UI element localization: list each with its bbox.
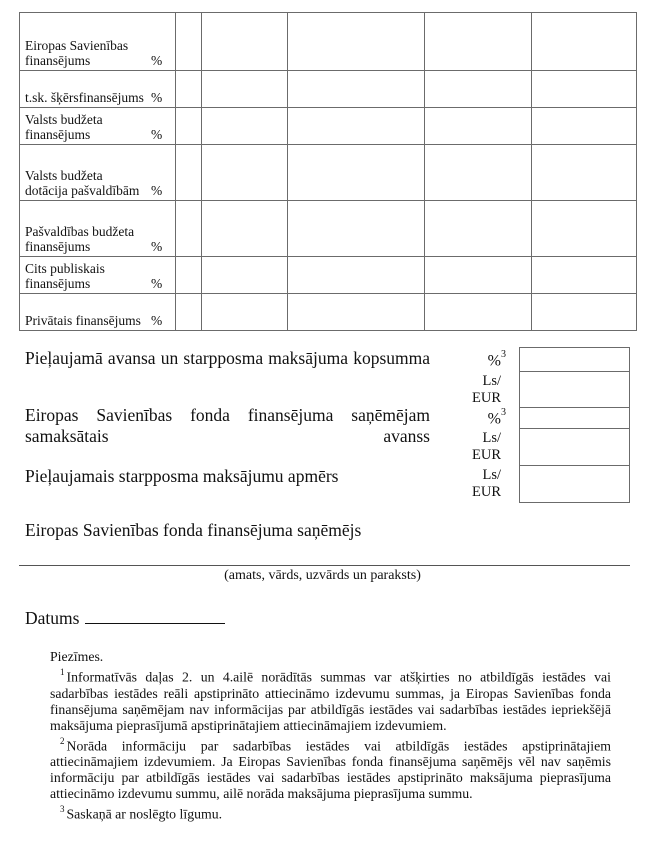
row-label: Cits publiskais finansējums	[20, 257, 149, 294]
value-cell[interactable]	[288, 13, 425, 71]
advance-total-percent-field[interactable]	[519, 347, 630, 372]
advance-paid-unit-percent: %$^3$	[487, 407, 506, 428]
value-cell[interactable]	[532, 201, 637, 257]
value-cell[interactable]	[425, 108, 532, 145]
value-cell[interactable]	[176, 71, 202, 108]
value-cell[interactable]	[176, 13, 202, 71]
value-cell[interactable]	[532, 145, 637, 201]
value-cell[interactable]	[202, 13, 288, 71]
note-2: $^2$ Norāda informāciju par sadarbības iestādes vai atbildīgās iestādes apstiprinātajiem attiecināmajiem izdevumiem. Ja Eiropas Savienības fonda finansējuma saņēmējs vēl nav saņēmis informāciju par atbildīgās iestādes vai sadarbības iestādes apstiprināto maksājuma pieprasījuma attiecināmo izdevumu summu, ailē norāda maksājuma pieprasījuma summu.	[50, 735, 611, 802]
value-cell[interactable]	[176, 108, 202, 145]
row-label: Pašvaldības budžeta finansējums	[20, 201, 149, 257]
value-cell[interactable]	[425, 294, 532, 331]
recipient-label: Eiropas Savienības fonda finansējuma saņēmējs	[25, 520, 362, 540]
value-cell[interactable]	[532, 257, 637, 294]
value-cell[interactable]	[202, 145, 288, 201]
row-unit: %	[148, 71, 176, 108]
table-row	[20, 108, 637, 145]
value-cell[interactable]	[288, 294, 425, 331]
value-cell[interactable]	[425, 257, 532, 294]
value-cell[interactable]	[288, 257, 425, 294]
financing-table	[19, 12, 637, 331]
interim-payment-amount-field[interactable]	[519, 465, 630, 503]
value-cell[interactable]	[288, 71, 425, 108]
advance-total-unit-percent: %$^3$	[487, 349, 506, 370]
row-label: Valsts budžeta dotācija pašvaldībām	[20, 145, 149, 201]
advance-total-label: Pieļaujamā avansa un starpposma maksājuma kopsumma	[25, 348, 430, 368]
value-cell[interactable]	[288, 145, 425, 201]
value-cell[interactable]	[425, 201, 532, 257]
value-cell[interactable]	[288, 108, 425, 145]
row-unit: %	[148, 13, 176, 71]
value-cell[interactable]	[202, 257, 288, 294]
row-label: Privātais finansējums	[20, 294, 149, 331]
row-unit: %	[148, 201, 176, 257]
note-1: $^1$ Informatīvās daļas 2. un 4.ailē norādītās summas var atšķirties no atbildīgās iestādes vai sadarbības iestādes reāli apstiprināto attiecināmo izdevumu summas, ja Eiropas Savienības fonda finansējuma saņēmējam nav informācijas par atbildīgās iestādes vai sadarbības iestādes iepriekšējā maksājuma pieprasījumā apstiprinātajiem attiecināmajiem izdevumiem.	[50, 667, 611, 733]
table-row	[20, 145, 637, 201]
advance-total-amount-field[interactable]	[519, 371, 630, 408]
row-label: t.sk. šķērsfinansējums	[20, 71, 149, 108]
value-cell[interactable]	[532, 71, 637, 108]
notes-title: Piezīmes.	[50, 649, 104, 664]
advance-paid-amount-field[interactable]	[519, 428, 630, 466]
date-field[interactable]	[85, 607, 225, 624]
value-cell[interactable]	[532, 108, 637, 145]
advance-total-unit-currency: Ls/ EUR	[472, 373, 501, 406]
row-unit: %	[148, 145, 176, 201]
table-row	[20, 294, 637, 331]
value-cell[interactable]	[176, 294, 202, 331]
value-cell[interactable]	[532, 13, 637, 71]
row-unit: %	[148, 294, 176, 331]
signature-caption: (amats, vārds, uzvārds un paraksts)	[224, 568, 421, 583]
advance-paid-unit-currency: Ls/ EUR	[472, 430, 501, 463]
table-row	[20, 71, 637, 108]
value-cell[interactable]	[176, 145, 202, 201]
table-row	[20, 257, 637, 294]
value-cell[interactable]	[202, 108, 288, 145]
note-3: $^3$ Saskaņā ar noslēgto līgumu.	[60, 804, 223, 822]
value-cell[interactable]	[425, 71, 532, 108]
row-unit: %	[148, 257, 176, 294]
value-cell[interactable]	[532, 294, 637, 331]
value-cell[interactable]	[202, 294, 288, 331]
value-cell[interactable]	[202, 71, 288, 108]
value-cell[interactable]	[425, 145, 532, 201]
date-row	[25, 607, 225, 629]
value-cell[interactable]	[288, 201, 425, 257]
table-row	[20, 13, 637, 71]
value-cell[interactable]	[176, 201, 202, 257]
advance-paid-percent-field[interactable]	[519, 407, 630, 429]
row-label: Eiropas Savienības finansējums	[20, 13, 149, 71]
table-row	[20, 201, 637, 257]
notes-section	[50, 649, 611, 823]
interim-payment-unit-currency: Ls/ EUR	[472, 467, 501, 500]
value-cell[interactable]	[425, 13, 532, 71]
date-label: Datums	[25, 608, 80, 628]
interim-payment-label: Pieļaujamais starpposma maksājumu apmērs	[25, 466, 339, 486]
row-label: Valsts budžeta finansējums	[20, 108, 149, 145]
value-cell[interactable]	[176, 257, 202, 294]
value-cell[interactable]	[202, 201, 288, 257]
signature-line[interactable]	[19, 565, 630, 566]
row-unit: %	[148, 108, 176, 145]
advance-paid-label: Eiropas Savienības fonda finansējuma saņēmējam samaksātais avanss	[25, 405, 430, 446]
